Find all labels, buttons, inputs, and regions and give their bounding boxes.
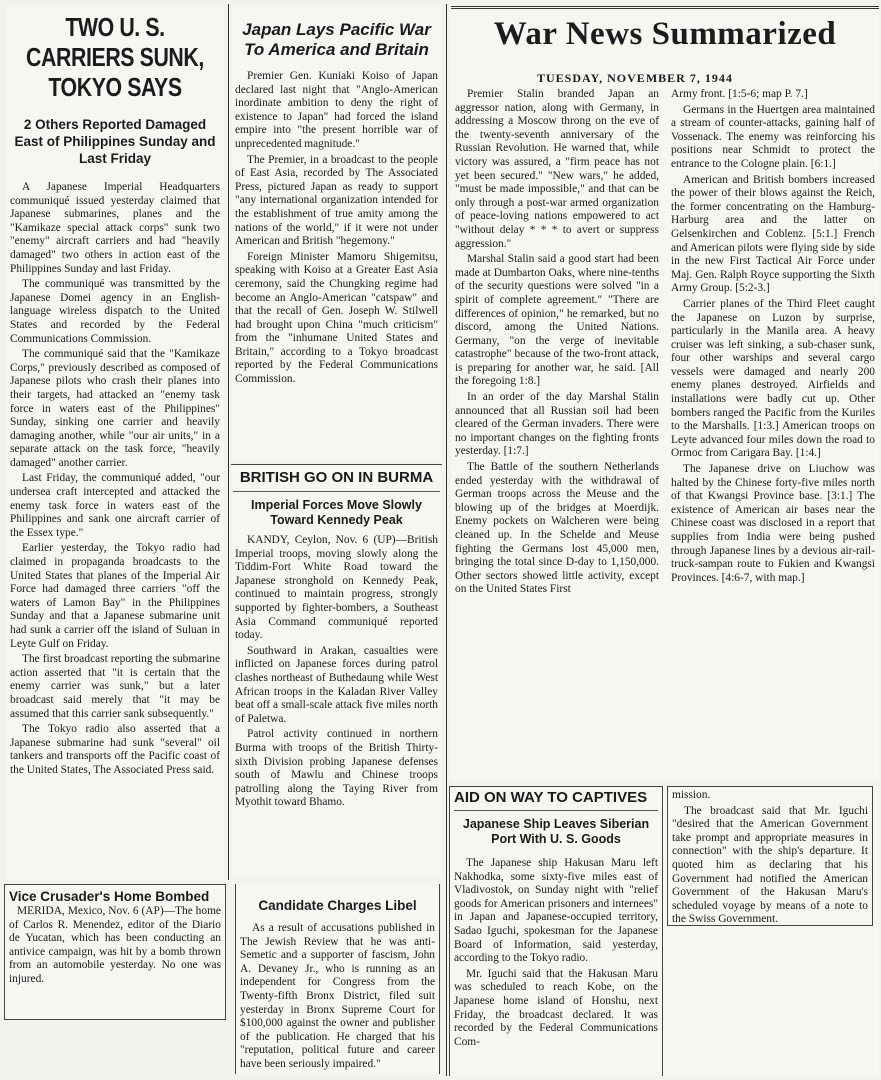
paragraph: Foreign Minister Mamoru Shigemitsu, speaking with Koiso at a Greater East Asia ceremony, said the Chungking regime had become an Anglo-American "catspaw" and that the recall of Gen. Joseph W. Stilwell had brought upon China "much criticism" from the "inhumane United States and Britain," according to a Tokyo broadcast reported by the Federal Communications Commission. [235,250,438,386]
paragraph: Army front. [1:5-6; map P. 7.] [671,88,808,100]
paragraph: Premier Gen. Kuniaki Koiso of Japan declared last night that "Anglo-American inordinate ambition to deny the right of existence to Japan" had forced the island empire into "the present horrible war of unprecedented magnitude." [235,70,438,150]
paragraph: The Battle of the southern Netherlands ended yesterday with the withdrawal of German troops across the Meuse and the blowing up of the bridges at Moerdijk. Enemy pockets on Walcheren were being cleaned up. In the Schelde and Meuse fighting the Germans lost 45,000 men, bringing the total since D-day to 1,150,000. Other sectors showed little activity, except on the United States First [455,461,659,596]
body-carriers [6,181,224,778]
paragraph: Germans in the Huertgen area maintained a stream of counter-attacks, gaining half of Vossenack. The enemy was reinforcing his positions near Schmidt to protect the entrance to the Cologne plain. [6:1.] [671,103,875,170]
paragraph: Last Friday, the communiqué added, "our undersea craft intercepted and attacked the enemy task force in waters east of the Philippines and sank one aircraft carrier of the Essex type." [10,472,220,539]
article-carriers [6,6,224,880]
paragraph: The Tokyo radio also asserted that a Japanese submarine had sunk "several" oil tankers and transports off the Pacific coast of the United States, The Associated Press said. [10,723,220,776]
article-captives [449,786,879,1076]
body-libel [240,922,435,1072]
article-burma [231,464,442,876]
paragraph: American and British bombers increased the power of their blows against the Reich, the former concentrating on the Hamburg-Harburg area and the latter on Gelsenkirchen and Coblenz. [5:1.] French and American pilots were flying side by side in the new First Tactical Air Force under Maj. Gen. Ralph Royce supporting the Sixth Army Group. [5:2-3.] [671,173,875,295]
captives-right [667,786,873,926]
headline-burma: BRITISH GO ON IN BURMA [233,469,440,492]
headline-japan: Japan Lays Pacific War To America and Britain [242,20,431,59]
paragraph: The Premier, in a broadcast to the people of East Asia, recorded by The Associated Press, pictured Japan as ready to support "any international organization intended for the establishment of true amity among the nations of the world," if it were not under American and British "hegemony." [235,153,438,248]
date-line: TUESDAY, NOVEMBER 7, 1944 [537,71,733,85]
paragraph: Mr. Iguchi said that the Hakusan Maru was scheduled to reach Kobe, on the Japanese home island of Honshu, next Friday, the broadcast declared. It was recorded by the Federal Communications Com- [454,967,658,1048]
summary-left-column [455,88,659,599]
subhead-burma: Imperial Forces Move Slowly Toward Kennedy Peak [251,498,422,527]
paragraph: The communiqué was transmitted by the Japanese Domei agency in an English-language wireless dispatch to the United States and recorded by the Federal Communications Commission. [10,278,220,345]
paragraph: The Japanese drive on Liuchow was halted by the Chinese forty-five miles north of that Kwangsi Province base. [3:1.] The existence of American air bases near the Chinese coast was disclosed in a report that supplies from India were being pushed through Japanese lines by a devious air-rail-truck-sampan route to Fukien and Kwangsi Provinces. [4:6-7, with map.] [671,463,875,584]
article-vice [4,884,226,1020]
body-captives-right [672,789,868,927]
paragraph: MERIDA, Mexico, Nov. 6 (AP)—The home of Carlos R. Menendez, editor of the Diario de Yucatan, which has been conducting an antivice campaign, was hit by a bomb thrown from an automobile yesterday. No one was injured. [9,905,221,985]
subhead-captives: Japanese Ship Leaves Siberian Port With U. S. Goods [462,817,650,846]
paragraph: The broadcast said that Mr. Iguchi "desired that the American Government take prompt and appropriate measures in connection" with the ship's departure. It quoted him as declaring that his Government had notified the American Government of the Hakusan Maru's scheduled voyage by means of a note to the Swiss Government. [672,804,868,926]
paragraph: The first broadcast reporting the submarine action asserted that "it is certain that the enemy carrier was sunk," but a later broadcast said merely that "it may be assumed that this carrier sank subsequently." [10,653,220,720]
paragraph: Patrol activity continued in northern Burma with troops of the British Thirty-sixth Division probing Japanese defenses south of Mawlu and Chinese troops patrolling along the Taying River from Myothit toward Bhamo. [235,728,438,809]
headline-vice: Vice Crusader's Home Bombed [9,889,210,904]
body-japan [231,70,442,387]
paragraph: Southward in Arakan, casualties were inflicted on Japanese forces during patrol clashes northeast of Buthedaung while West African troops in the Kaladan River Valley beat off a small-scale attack five miles north of Paletwa. [235,644,438,725]
body-vice [9,905,221,987]
headline-war-summary: War News Summarized [493,16,837,52]
paragraph: The communiqué said that the "Kamikaze Corps," previously described as composed of Japanese pilots who crash their planes into their targets, had attacked an "enemy task force in waters east of the Philippines" Sunday, sinking one carrier and heavily damaging another, while "our air units," in a separate attack on the task force, "heavily damaged" another carrier. [10,348,220,469]
article-libel [235,884,440,1074]
paragraph: Marshal Stalin said a good start had been made at Dumbarton Oaks, where nine-tenths of the security questions were solved "in a spirit of complete agreement." "There are differences of opinion," he remarked, but no discord, among the United Nations. Germany, "on the verge of inevitable catastrophe" because of the two-front attack, is preparing for another war, he said. [All the foregoing 1:8.] [455,253,659,388]
summary-right-column [671,88,875,599]
headline-libel: Candidate Charges Libel [258,898,417,913]
headline-carriers: TWO U. S. CARRIERS SUNK, TOKYO SAYS [26,12,204,102]
paragraph: Earlier yesterday, the Tokyo radio had claimed in propaganda broadcasts to the United States that planes of the Imperial Air Force had damaged three carriers "off the waters of Lamon Bay" in the Philippines Sunday and that a Japanese submarine unit had sunk a carrier off the island of Suluan in Leyte Gulf on Friday. [10,542,220,650]
summary-columns [451,88,879,599]
body-captives-left [454,857,658,1049]
paragraph: Carrier planes of the Third Fleet caught the Japanese on Luzon by surprise, particularly in the Manila area. A heavy cruiser was left sinking, a sub-chaser sunk, four other warships and several cargo vessels were damaged and nearly 200 enemy planes destroyed. Airfields and installations were badly cut up. Other bombers ranged the Pacific from the Kuriles to the Marshalls. [1:3.] American troops on Leyte advanced four miles down the road to Ormoc from Carigara Bay. [1:4.] [671,297,875,460]
paragraph: Premier Stalin branded Japan an aggressor nation, along with Germany, in addressing a Moscow throng on the eve of the twenty-seventh anniversary of the Russian Revolution. He warned that, while victory was assured, a "firm peace has not yet been secured." "New wars," he added, "must be made impossible," and that can be only through a post-war armed organization of peace-loving nations empowered to act "without delay * * * to avert or suppress aggression." [455,88,659,250]
paragraph: The Japanese ship Hakusan Maru left Nakhodka, some sixty-five miles east of Vladivostok, on Sunday night with "relief goods for American prisoners and internees" in Japan and Japanese-occupied territory, Sadao Iguchi, spokesman for the Japanese Board of Information, said yesterday, according to the Tokyo radio. [454,857,658,965]
paragraph: As a result of accusations published in The Jewish Review that he was anti-Semetic and a supporter of fascism, John A. Devaney Jr., who is running as an independent for Congress from the Twenty-fifth Bronx District, filed suit yesterday in Bronx Supreme Court for $100,000 against the owner and publisher of the publication. He charged that his "reputation, political future and career have been seriously impaired." [240,922,435,1070]
column-rule [228,4,229,880]
paragraph: mission. [672,789,711,801]
paragraph: In an order of the day Marshal Stalin announced that all Russian soil had been cleared of the German invaders. There were no important changes on the fighting fronts yesterday. [1:7.] [455,391,659,458]
article-war-summary [451,6,879,782]
article-japan [231,6,442,461]
headline-captives: AID ON WAY TO CAPTIVES [454,789,658,811]
paragraph: A Japanese Imperial Headquarters communiqué issued yesterday claimed that Japanese submarines, planes and the "Kamikaze special attack corps" sunk two "enemy" aircraft carriers and had "heavily damaged" two others in action east of the Philippines Sunday and last Friday. [10,181,220,275]
captives-left [449,786,663,1076]
paragraph: KANDY, Ceylon, Nov. 6 (UP)—British Imperial troops, moving slowly along the Tiddim-Fort White Road toward the Japanese stronghold on Kennedy Peak, continued to maintain progress, strongly supported by fighter-bombers, a Southeast Asia Command communiqué reported today. [235,534,438,642]
column-rule [446,4,447,1076]
subhead-carriers: 2 Others Reported Damaged East of Philippines Sunday and Last Friday [14,117,216,166]
body-burma [231,534,442,810]
